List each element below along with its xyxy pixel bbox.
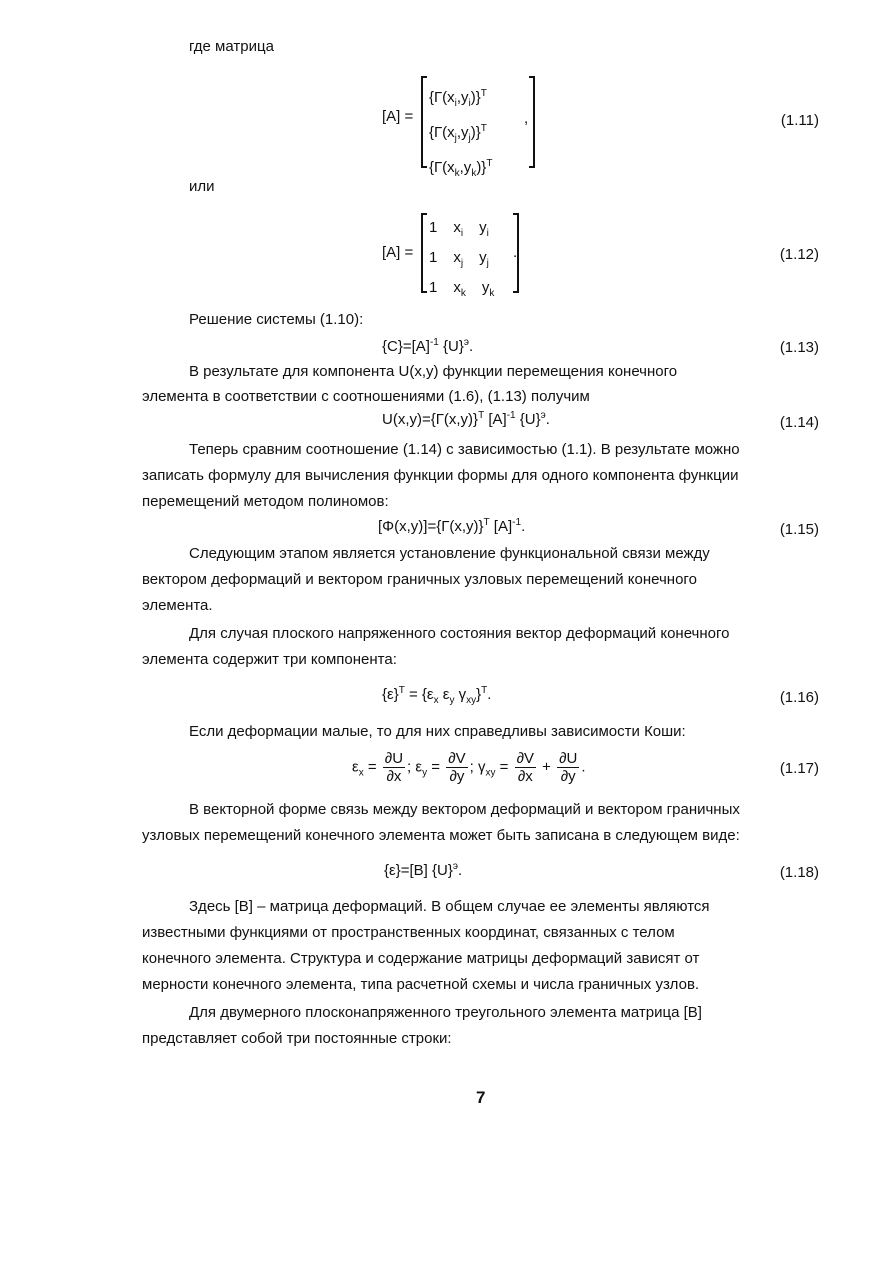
paragraph-line: узловых перемещений конечного элемента может быть записана в следующем виде: xyxy=(142,827,740,844)
eq-number: (1.14) xyxy=(779,414,819,431)
matrix-1-11 xyxy=(421,77,535,179)
eq18: {ε}=[B] $\{U\}^э$. xyxy=(384,861,463,879)
page-number: 7 xyxy=(476,1088,486,1107)
eq12-lhs: [A] = xyxy=(382,244,414,261)
eq-number: (1.13) xyxy=(779,339,819,356)
eq17: $\varepsilon_x$ = $\frac{\partial U}{\partial x}$ ; $\varepsilon_y$ = $\frac{\partial V}{\partial y}$ ; $\gamma_{xy}$ = $\frac{\partial V}{\partial x}$ + $\frac{\partial U}{\partial y}$ . xyxy=(352,750,586,785)
eq-number: (1.11) xyxy=(780,112,819,129)
paragraph-line: элемента содержит три компонента: xyxy=(142,651,397,668)
eq13: $\{C\}=[A]^{-1}$ $\{U\}^э$. xyxy=(382,337,474,355)
paragraph-line: Здесь [B] – матрица деформаций. В общем случае ее элементы являются xyxy=(189,898,710,915)
matrix-row: $\{Г(x_i,y_i)\}^T$ xyxy=(429,88,487,109)
paragraph-line: мерности конечного элемента, типа расчетной схемы и числа граничных узлов. xyxy=(142,976,700,993)
paragraph-line: Следующим этапом является установление функциональной связи между xyxy=(189,545,710,562)
matrix-1-12: 1 $x_i$ $y_i$ 1 $x_j$ $y_j$ 1 $x_k$ $y_k$ xyxy=(421,214,519,292)
matrix-row: $\{Г(x_k,y_k)\}^T$ xyxy=(429,158,493,179)
matrix-row: $\{Г(x_j,y_j)\}^T$ xyxy=(429,123,487,144)
eq-number: (1.12) xyxy=(779,246,819,263)
paragraph-line: конечного элемента. Структура и содержание матрицы деформаций зависят от xyxy=(142,950,700,967)
paragraph-line: Для случая плоского напряженного состояния вектор деформаций конечного xyxy=(189,625,730,642)
paragraph-line: элемента. xyxy=(142,597,213,614)
paragraph-line: записать формулу для вычисления функции формы для одного компонента функции xyxy=(142,467,739,484)
eq11-lhs: [A] = xyxy=(382,108,414,125)
eq-number: (1.17) xyxy=(779,760,819,777)
text-solve: Решение системы (1.10): xyxy=(189,311,364,328)
paragraph-line: В векторной форме связь между вектором деформаций и вектором граничных xyxy=(189,801,740,818)
paragraph-line: Для двумерного плосконапряженного треугольного элемента матрица [B] xyxy=(189,1004,702,1021)
eq14: $U(x,y)=\{Г(x,y)\}^T$ $[A]^{-1}$ $\{U\}^э$. xyxy=(382,410,550,428)
paragraph-line: элемента в соответствии с соотношениями (1.6), (1.13) получим xyxy=(142,388,590,405)
eq15: $[\Phi(x,y)]=\{Г(x,y)\}^T$ $[A]^{-1}$. xyxy=(378,517,526,535)
paragraph-line: известными функциями от пространственных координат, связанных с телом xyxy=(142,924,675,941)
paragraph-line: Если деформации малые, то для них справедливы зависимости Коши: xyxy=(189,723,686,740)
eq16: $\{\varepsilon\}^T = \{\varepsilon_x$ $\varepsilon_y$ $\gamma_{xy}\}^T$. xyxy=(382,685,492,706)
text-or: или xyxy=(189,178,215,195)
paragraph-line: В результате для компонента U(x,y) функции перемещения конечного xyxy=(189,363,678,380)
paragraph-line: Теперь сравним соотношение (1.14) с зависимостью (1.1). В результате можно xyxy=(189,441,740,458)
eq-number: (1.16) xyxy=(779,689,819,706)
paragraph-line: представляет собой три постоянные строки: xyxy=(142,1030,452,1047)
paragraph-line: перемещений методом полиномов: xyxy=(142,493,389,510)
paragraph-line: вектором деформаций и вектором граничных узловых перемещений конечного xyxy=(142,571,697,588)
eq-number: (1.15) xyxy=(779,521,819,538)
text-where: где матрица xyxy=(189,38,274,55)
eq-number: (1.18) xyxy=(779,864,819,881)
